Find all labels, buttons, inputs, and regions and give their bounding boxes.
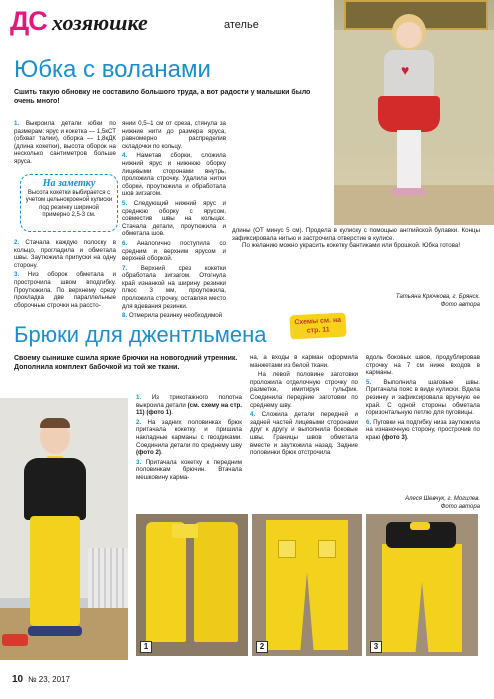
paragraph: 4. Наметав сборки, сложила нижний ярус и нижнюю оборку лицевыми сторонами внутрь, проложила строчку. Удалила нитки сборки, проутюжила и обработала шов зигзагом.: [122, 152, 226, 198]
paragraph: 6. Пуговки на подгибку низа заутюжила на изнаночную сторону, прострочив по краю (фото 3).: [366, 418, 480, 441]
schema-badge: [289, 313, 346, 340]
boy-shoes: [28, 626, 82, 636]
girl-photo: [334, 0, 494, 225]
paragraph: По желанию можно украсить кокетку бантиками или брошкой. Юбка готова!: [242, 242, 461, 250]
photo-label: 1: [140, 641, 152, 653]
pocket: [278, 540, 296, 558]
paragraph: 1. Выкроила детали юбки по размерам: ярус и кокетка — 1,5кСТ (обхват талии), оборка — 1,8кДК (длина кокетки), высота оборок на несколько сантиметров больше яруса.: [14, 120, 116, 165]
girl-face: [396, 22, 422, 48]
girl-legs: [397, 130, 421, 190]
article2-photo-credit: Фото автора: [440, 504, 480, 510]
photo-label: 3: [370, 641, 382, 653]
radiator: [88, 548, 128, 608]
note-box: [20, 174, 118, 232]
heart-icon: ♥: [401, 62, 410, 78]
paragraph: 2. Стачала каждую полоску в кольцо, прогладила и обметала швы. Заутюжила припуски на одну сторону.: [14, 239, 116, 269]
step-photo-3: [366, 514, 478, 656]
paragraph: 2. На задних половинках брюк притачала кокетку и пришила накладные карманы с гвоздиками. Соединила детали по среднему шву (фото 2).: [136, 418, 242, 457]
article1-col1b: [14, 239, 116, 309]
paragraph: 1. Из трикотажного полотна выкроила детали (см. схему на стр. 11) (фото 1).: [136, 394, 243, 417]
article1-author: Татьяна Крючкова, г. Брянск.: [395, 294, 480, 300]
girl-skirt: [378, 96, 440, 132]
bow-tie-icon: [410, 522, 430, 530]
bow-piece: [172, 524, 198, 538]
section-title: хозяюшке: [52, 10, 148, 35]
boy-photo: [0, 398, 128, 660]
schema-badge-text: Схемы см. на стр. 11: [294, 316, 342, 335]
note-title: На заметку: [42, 178, 96, 189]
article1-photo-credit: Фото автора: [440, 302, 480, 308]
paragraph: 5. Выполнила шаговые швы. Притачала пояс в виде кулиски. Вдела резинку и зафиксировала вручную ее край. С одной стороны обметала горизонтальную петлю для пуговицы.: [366, 378, 480, 417]
note-text: Высота кокетки выбирается с учетом цельнокроеной кулиски под резинку шириной примерно 2,5-3 см.: [25, 190, 113, 219]
paragraph: На левой половине заготовки проложила отделочную строчку по разметке, имитируя гульфик. Соединила передние заготовки по среднему шву.: [250, 371, 358, 409]
pants-piece: [146, 522, 186, 642]
paragraph: 7. Верхний срез кокетки обработала зигзагом. Отогнула край изнанкой на ширину резинки плюс 3 мм, проутюжила, проложила строчку, оставляя место для вдевания резинки.: [122, 264, 226, 310]
article2-col2: [250, 354, 358, 457]
subsection-label: ателье: [224, 19, 259, 31]
footer: [0, 665, 494, 699]
paragraph: 5. Следующий нижний ярус и среднюю оборку с ярусом, совместив швы на кольцах. Стачала детали, проутюжила и обметала шов.: [122, 199, 226, 238]
article1-title: Юбка с воланами: [14, 56, 211, 83]
boy-pants: [30, 516, 80, 626]
article1-col2: [122, 120, 226, 320]
page-number: 10: [12, 674, 24, 685]
boy-shirt: [24, 458, 86, 520]
issue-number: № 23, 2017: [28, 675, 70, 684]
header: [6, 6, 326, 40]
article1-col1: [14, 120, 116, 169]
paragraph: на, а входы в карман оформила манжетами из белой ткани.: [250, 354, 358, 369]
article1-lead: Сшить такую обновку не составило большого труда, а вот радости у малышки было очень много!: [14, 89, 311, 105]
paragraph: 4. Сложила детали передней и задней частей лицевыми сторонами друг к другу и выполнила боковые швы. Границы швов обметала вместе и заутюжила назад. Задние половинки брюк отстрочила: [250, 411, 358, 457]
article2-col3: [366, 354, 480, 442]
boy-hair: [40, 418, 70, 428]
girl-shoes: [392, 188, 426, 196]
article2-col1: [136, 394, 242, 482]
article2-lead: Своему сынишке сшила яркие брючки на новогодний утренник. Дополнила комплект бабочкой из той же ткани.: [14, 355, 238, 371]
toy-car: [2, 634, 28, 646]
photo-label: 2: [256, 641, 268, 653]
pocket: [318, 540, 336, 558]
step-photo-2: [252, 514, 362, 656]
paragraph: 6. Аналогично поступила со средним и верхним ярусом и верхней оборкой.: [122, 239, 226, 263]
article2-title: Брюки для джентльмена: [14, 322, 267, 347]
pants-piece: [194, 522, 238, 642]
paragraph: 8. Отмерила резинку необходимой: [122, 312, 223, 320]
article1-col3: [232, 227, 480, 252]
pants: [382, 544, 462, 652]
paragraph: 3. Притачала кокетку к передним половинкам брючин. Втачала мешковину карма-: [136, 458, 242, 481]
paragraph: длины (ОТ минус 5 см). Продела в кулиску с помощью английской булавки. Концы зафиксировала нитью и застрочила отверстие в кулисе.: [232, 227, 480, 242]
step-photo-1: [136, 514, 248, 656]
brand-logo: ДС: [10, 6, 47, 36]
article2-author: Алеся Шевчук, г. Могилев.: [405, 496, 480, 502]
paragraph: янии 0,5–1 см от среза, стянула за нижние нити до размера яруса, равномерно распределив складочки по кольцу.: [122, 120, 226, 150]
paragraph: 3. Низ оборок обметала и прострочила швом вподгибку. Проутюжила. По верхнему срезу прокладка две параллельные сборочные строчки на рассто-: [14, 271, 116, 309]
paragraph: вдоль боковых швов, продублировав строчку на 7 см ниже входов в карманы.: [366, 354, 480, 377]
